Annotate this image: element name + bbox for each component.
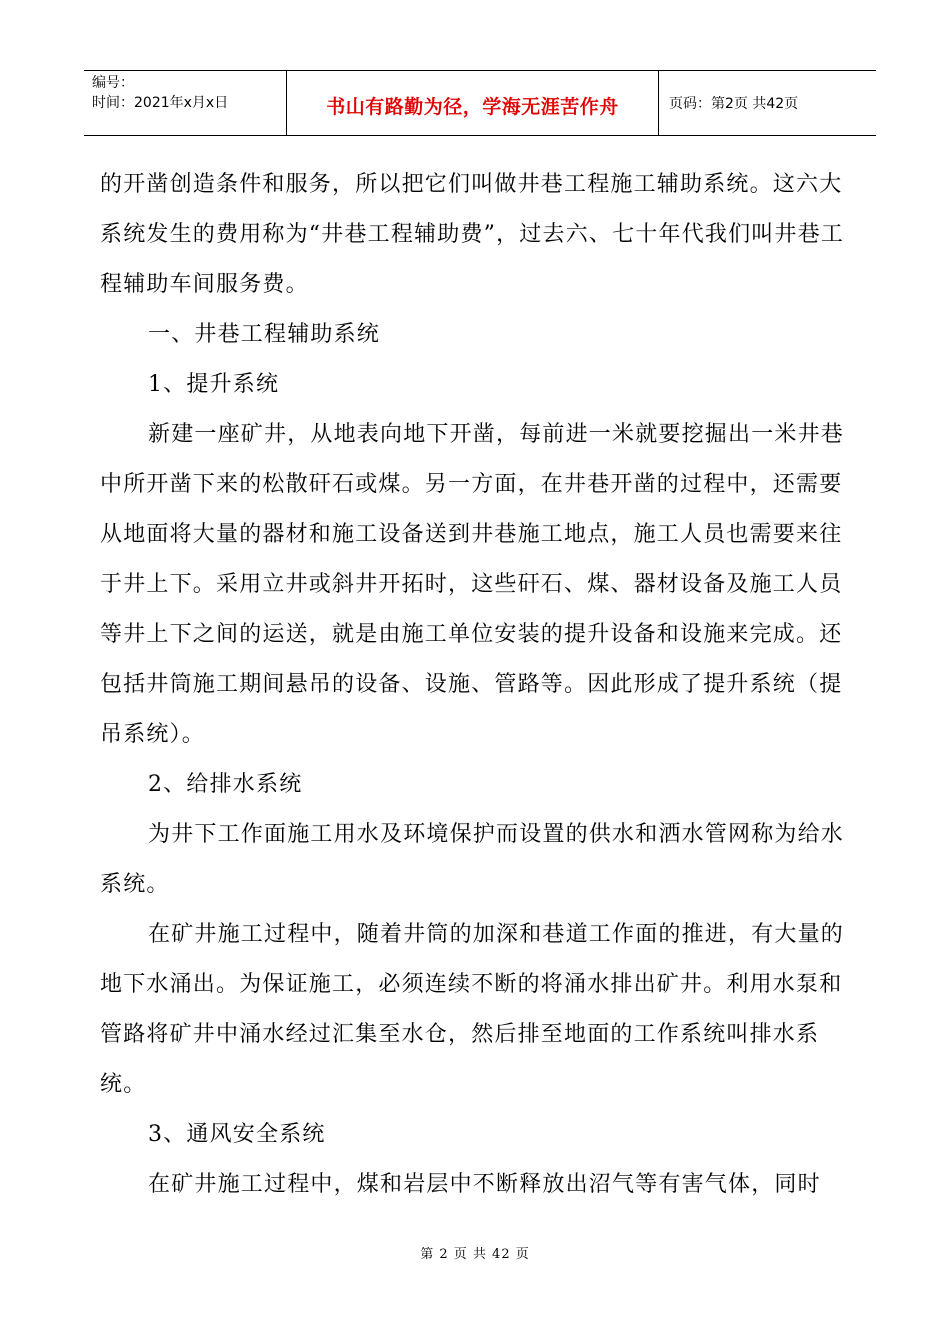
header-page-info: 页码：第2页 共42页 [669, 96, 799, 112]
header-motto: 书山有路勤为径，学海无涯苦作舟 [326, 95, 619, 118]
document-date: 时间：2021年x月x日 [92, 95, 229, 111]
paragraph: 的开凿创造条件和服务，所以把它们叫做井巷工程施工辅助系统。这六大系统发生的费用称为“井巷工程辅助费”，过去六、七十年代我们叫井巷工程辅助车间服务费。 [100, 172, 845, 297]
header-table [84, 70, 876, 136]
paragraph: 新建一座矿井，从地表向地下开凿，每前进一米就要挖掘出一米井巷中所开凿下来的松散矸石或煤。另一方面，在井巷开凿的过程中，还需要从地面将大量的器材和施工设备送到井巷施工地点，施工人员也需要来往于井上下。采用立井或斜井开拓时，这些矸石、煤、器材设备及施工人员等井上下之间的运送，就是由施工单位安装的提升设备和设施来完成。还包括井筒施工期间悬吊的设备、设施、管路等。因此形成了提升系统（提吊系统）。 [100, 422, 845, 747]
header-meta [84, 71, 287, 135]
header-page-cell [659, 71, 876, 135]
section-heading: 一、井巷工程辅助系统 [148, 322, 381, 347]
subsection-heading: 3、通风安全系统 [148, 1122, 326, 1147]
paragraph: 在矿井施工过程中，煤和岩层中不断释放出沼气等有害气体，同时 [148, 1172, 821, 1197]
document-body [100, 160, 860, 1210]
page-footer: 第 2 页 共 42 页 [420, 1247, 530, 1262]
paragraph: 为井下工作面施工用水及环境保护而设置的供水和洒水管网称为给水系统。 [100, 822, 845, 897]
document-number-label: 编号： [92, 75, 134, 91]
subsection-heading: 1、提升系统 [148, 372, 280, 397]
header-motto-cell [287, 71, 659, 135]
subsection-heading: 2、给排水系统 [148, 772, 303, 797]
paragraph: 在矿井施工过程中，随着井筒的加深和巷道工作面的推进，有大量的地下水涌出。为保证施工，必须连续不断的将涌水排出矿井。利用水泵和管路将矿井中涌水经过汇集至水仓，然后排至地面的工作系统叫排水系统。 [100, 922, 845, 1097]
